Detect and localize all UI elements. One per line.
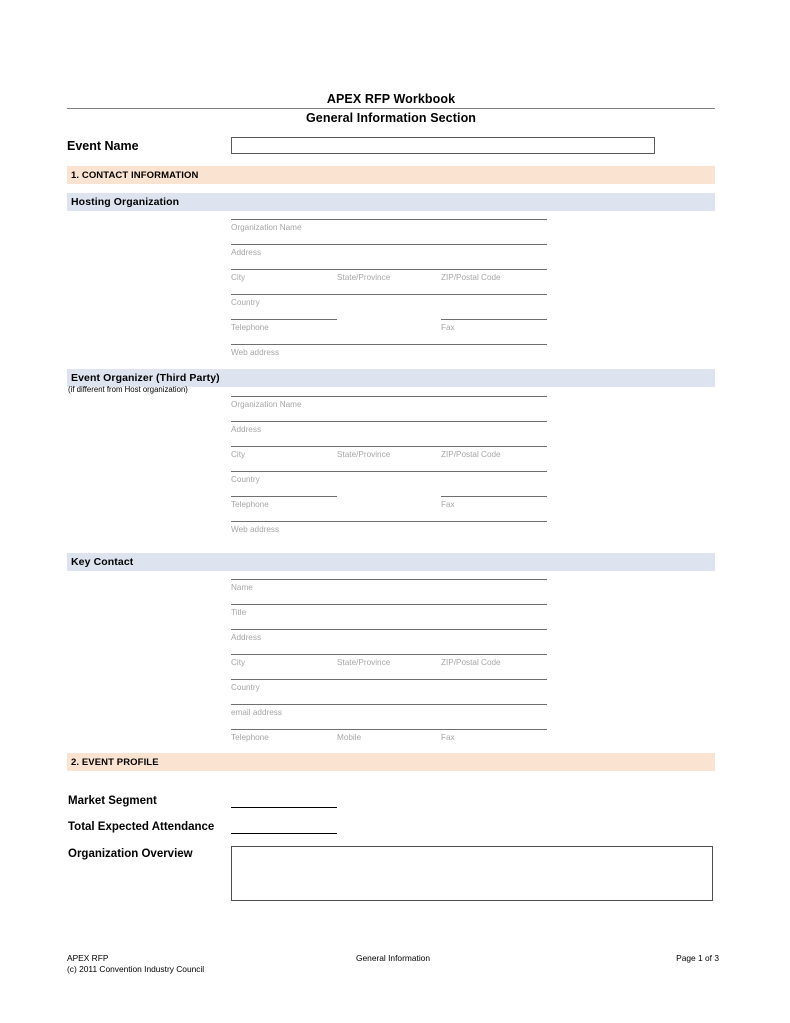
footer-copyright: (c) 2011 Convention Industry Council	[67, 964, 205, 974]
field-label-city: City	[231, 450, 246, 459]
hosting-organization-fields	[231, 219, 547, 369]
hosting-organization-country-input[interactable]	[231, 295, 547, 308]
field-row-email-address	[231, 704, 547, 729]
field-label-organization-name: Organization Name	[231, 223, 302, 232]
field-label-fax: Fax	[441, 733, 455, 742]
field-label-telephone: Telephone	[231, 323, 269, 332]
document-subtitle: General Information Section	[305, 111, 477, 125]
hosting-organization-fax-input[interactable]	[441, 320, 547, 333]
event-name-label: Event Name	[67, 139, 139, 153]
field-label-fax: Fax	[441, 500, 455, 509]
key-contact-country-input[interactable]	[231, 680, 547, 693]
field-row-address	[231, 244, 547, 269]
section-header-contact-information	[67, 166, 715, 184]
field-label-title: Title	[231, 608, 247, 617]
field-label-address: Address	[231, 248, 262, 257]
field-label-mobile: Mobile	[337, 733, 362, 742]
document-header	[67, 92, 715, 126]
field-row-city-state-zip	[231, 269, 547, 294]
block-header-hosting-organization	[67, 193, 715, 211]
field-row-name	[231, 579, 547, 604]
header-divider	[67, 108, 715, 109]
event-organizer-fax-input[interactable]	[441, 497, 547, 510]
field-label-telephone: Telephone	[231, 733, 269, 742]
event-name-row	[67, 137, 715, 159]
field-row-country	[231, 471, 547, 496]
field-label-country: Country	[231, 683, 260, 692]
organization-overview-label: Organization Overview	[68, 848, 193, 860]
field-row-city-state-zip	[231, 654, 547, 679]
field-label-state-province: State/Province	[337, 450, 391, 459]
block-header-event-organizer-label: Event Organizer (Third Party)	[71, 372, 220, 384]
field-row-address	[231, 421, 547, 446]
key-contact-name-input[interactable]	[231, 580, 547, 593]
market-segment-input[interactable]	[231, 793, 337, 807]
field-label-zip-postal-code: ZIP/Postal Code	[441, 658, 501, 667]
total-expected-attendance-input[interactable]	[231, 819, 337, 833]
field-label-web-address: Web address	[231, 348, 280, 357]
field-row-organization-name	[231, 219, 547, 244]
field-row-organization-name	[231, 396, 547, 421]
organization-overview-textarea[interactable]	[231, 846, 713, 901]
field-label-organization-name: Organization Name	[231, 400, 302, 409]
footer-doc-name: APEX RFP	[67, 953, 109, 963]
field-row-telephone-fax	[231, 496, 547, 521]
field-label-city: City	[231, 273, 246, 282]
hosting-organization-address-input[interactable]	[231, 245, 547, 258]
field-label-city: City	[231, 658, 246, 667]
field-label-name: Name	[231, 583, 253, 592]
field-label-state-province: State/Province	[337, 273, 391, 282]
field-row-web-address	[231, 521, 547, 546]
block-header-hosting-organization-label: Hosting Organization	[71, 196, 180, 208]
key-contact-address-input[interactable]	[231, 630, 547, 643]
field-row-telephone-fax	[231, 319, 547, 344]
field-row-country	[231, 679, 547, 704]
key-contact-city-input[interactable]	[231, 655, 337, 668]
section-header-contact-information-label: 1. CONTACT INFORMATION	[71, 169, 199, 181]
event-organizer-country-input[interactable]	[231, 472, 547, 485]
field-row-title	[231, 604, 547, 629]
key-contact-fax-input[interactable]	[441, 730, 547, 743]
field-row-address	[231, 629, 547, 654]
hosting-organization-city-input[interactable]	[231, 270, 337, 283]
field-row-country	[231, 294, 547, 319]
field-label-address: Address	[231, 425, 262, 434]
market-segment-rule	[231, 807, 337, 808]
field-label-country: Country	[231, 475, 260, 484]
event-organizer-address-input[interactable]	[231, 422, 547, 435]
field-label-address: Address	[231, 633, 262, 642]
section-header-event-profile-label: 2. EVENT PROFILE	[71, 756, 159, 768]
field-label-zip-postal-code: ZIP/Postal Code	[441, 273, 501, 282]
market-segment-label: Market Segment	[68, 795, 157, 807]
event-organizer-city-input[interactable]	[231, 447, 337, 460]
block-header-key-contact-label: Key Contact	[71, 556, 134, 568]
total-expected-attendance-label: Total Expected Attendance	[68, 821, 215, 833]
footer-page-number: Page 1 of 3	[676, 953, 719, 963]
field-label-telephone: Telephone	[231, 500, 269, 509]
field-row-web-address	[231, 344, 547, 369]
field-label-country: Country	[231, 298, 260, 307]
field-label-email-address: email address	[231, 708, 282, 717]
field-label-web-address: Web address	[231, 525, 280, 534]
key-contact-fields	[231, 579, 547, 754]
total-expected-attendance-rule	[231, 833, 337, 834]
field-label-zip-postal-code: ZIP/Postal Code	[441, 450, 501, 459]
document-title: APEX RFP Workbook	[326, 92, 456, 106]
field-row-telephone-mobile-fax	[231, 729, 547, 754]
footer-section-name: General Information	[355, 953, 431, 963]
field-row-city-state-zip	[231, 446, 547, 471]
section-header-event-profile	[67, 753, 715, 771]
event-organizer-fields	[231, 396, 547, 546]
key-contact-title-input[interactable]	[231, 605, 547, 618]
field-label-fax: Fax	[441, 323, 455, 332]
field-label-state-province: State/Province	[337, 658, 391, 667]
event-name-input[interactable]	[231, 137, 655, 154]
block-header-key-contact	[67, 553, 715, 571]
event-organizer-sub-caption: (if different from Host organization)	[68, 385, 188, 394]
